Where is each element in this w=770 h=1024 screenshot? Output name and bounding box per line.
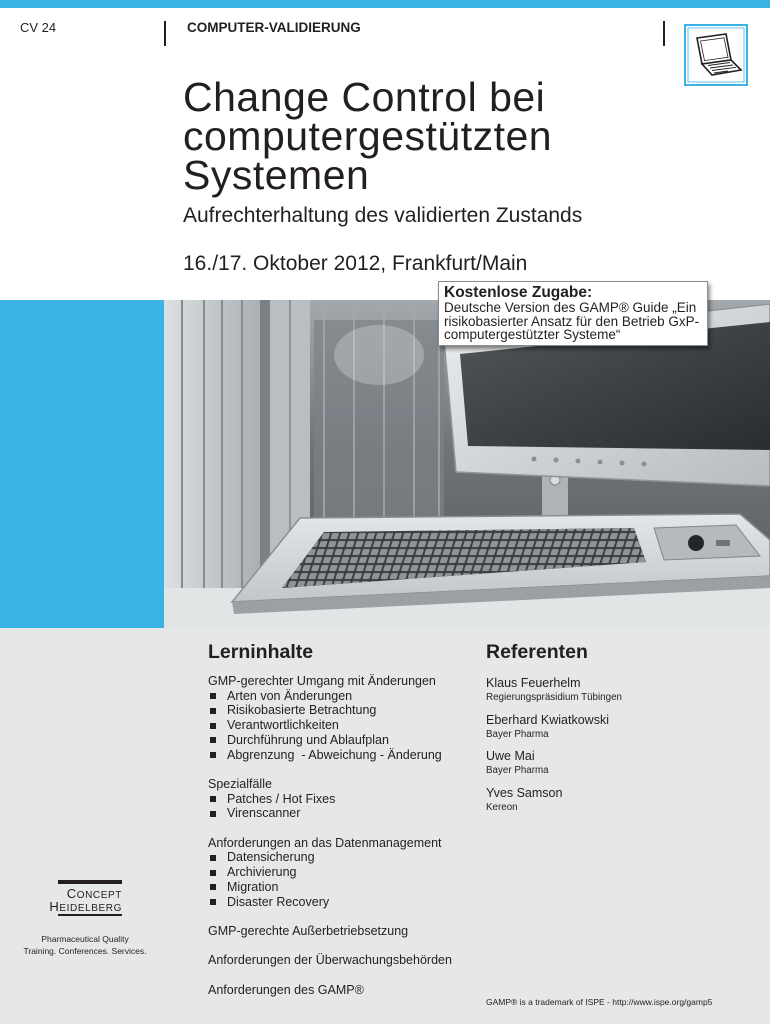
speaker	[486, 713, 746, 741]
list-item: Durchführung und Ablaufplan	[208, 733, 470, 748]
speaker	[486, 749, 746, 777]
learning-heading: Lerninhalte	[208, 641, 314, 663]
list-item: Migration	[208, 880, 470, 895]
laptop-icon	[684, 24, 748, 86]
trackball-button	[716, 540, 730, 546]
subtitle: Aufrechterhaltung des validierten Zustands	[183, 204, 583, 227]
date-location: 16./17. Oktober 2012, Frankfurt/Main	[183, 252, 528, 275]
bonus-text-line: Deutsche Version des GAMP® Guide „Ein	[444, 300, 697, 315]
course-code: CV 24	[20, 20, 57, 35]
bonus-text-line: computergestützter Systeme“	[444, 327, 621, 342]
speaker-organization: Kereon	[486, 801, 518, 813]
speaker	[486, 786, 746, 814]
page-title	[183, 74, 553, 198]
learning-group-title: Anforderungen des GAMP®	[208, 982, 364, 997]
list-item: Abgrenzung - Abweichung - Änderung	[208, 748, 470, 763]
list-item: Datensicherung	[208, 850, 470, 865]
learning-group-title: GMP-gerechte Außerbetriebsetzung	[208, 923, 409, 938]
learning-group-title: Anforderungen an das Datenmanagement	[208, 835, 442, 850]
list-item: Archivierung	[208, 865, 470, 880]
learning-group	[208, 953, 470, 968]
laptop-icon-graphic	[684, 24, 748, 86]
title-line: Systemen	[183, 152, 370, 198]
speaker	[486, 676, 746, 704]
learning-group	[208, 674, 470, 762]
speakers-list	[486, 676, 746, 822]
tagline-line: Training. Conferences. Services.	[23, 945, 147, 956]
speaker-organization: Bayer Pharma	[486, 728, 549, 740]
learning-items	[208, 689, 470, 763]
speaker-organization: Regierungspräsidium Tübingen	[486, 692, 622, 703]
logo-text-concept: CONCEPT	[66, 886, 122, 901]
learning-items	[208, 850, 470, 909]
learning-items	[208, 792, 470, 821]
list-item: Disaster Recovery	[208, 895, 470, 910]
speaker-name: Klaus Feuerhelm	[486, 676, 581, 690]
list-item: Patches / Hot Fixes	[208, 792, 470, 807]
list-item: Virenscanner	[208, 806, 470, 821]
learning-group	[208, 924, 470, 939]
logo-bar-top	[58, 880, 122, 884]
bonus-box	[438, 281, 708, 346]
learning-group-title: Anforderungen der Überwachungsbehörden	[208, 953, 452, 968]
learning-group	[208, 777, 470, 821]
title-line: computergestützten	[183, 113, 553, 159]
bonus-heading: Kostenlose Zugabe:	[444, 284, 593, 301]
trackball	[688, 535, 704, 551]
workstation-photo	[164, 300, 770, 628]
learning-group	[208, 836, 470, 910]
learning-group	[208, 983, 470, 998]
speaker-organization: Bayer Pharma	[486, 765, 549, 776]
speakers-heading: Referenten	[486, 641, 588, 663]
trademark-note: GAMP® is a trademark of ISPE - http://www.ispe.org/gamp5	[486, 997, 713, 1007]
logo-bar-bottom	[58, 914, 122, 916]
bonus-text-line: risikobasierter Ansatz für den Betrieb GxP-	[444, 313, 700, 329]
speaker-name: Uwe Mai	[486, 749, 535, 763]
title-line: Change Control bei	[183, 74, 546, 120]
header-divider-left	[164, 21, 166, 46]
workstation-photo-graphic	[164, 300, 770, 628]
tagline-line: Pharmaceutical Quality	[41, 934, 129, 944]
learning-group-title: GMP-gerechter Umgang mit Änderungen	[208, 674, 436, 688]
speaker-name: Eberhard Kwiatkowski	[486, 712, 609, 727]
top-accent-bar	[0, 0, 770, 8]
logo-tagline	[0, 934, 170, 957]
learning-content-list	[208, 674, 470, 1012]
learning-group-title: Spezialfälle	[208, 776, 272, 791]
list-item: Verantwortlichkeiten	[208, 718, 470, 733]
list-item: Risikobasierte Betrachtung	[208, 703, 470, 718]
header-divider-right	[663, 21, 665, 46]
course-category: COMPUTER-VALIDIERUNG	[187, 20, 361, 35]
list-item: Arten von Änderungen	[208, 689, 470, 704]
speaker-name: Yves Samson	[486, 785, 563, 800]
logo-text-heidelberg: HEIDELBERG	[49, 899, 122, 914]
